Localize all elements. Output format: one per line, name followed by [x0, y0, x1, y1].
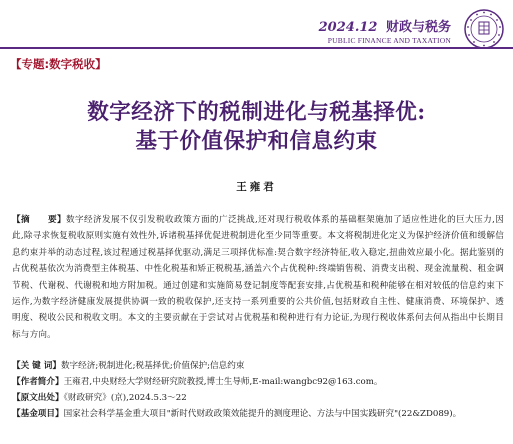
abstract: [12, 212, 504, 343]
source: [12, 390, 504, 406]
journal-header: [0, 8, 513, 48]
author-bio-text: 王雍君,中央财经大学财经研究院教授,博士生导师,E-mail:wangbc92@163.com。: [63, 377, 383, 387]
journal-seal-logo: [463, 8, 505, 50]
topic-tag: 【专题:数字税收】: [10, 57, 107, 71]
abstract-label: 【摘 要】: [12, 215, 66, 225]
article-title-line1: 数字经济下的税制进化与税基择优:: [87, 100, 426, 125]
journal-name: 财政与税务: [385, 20, 451, 35]
funding-text: 国家社会科学基金重大项目"新时代财政政策效能提升的测度理论、方法与中国实践研究"(22&ZD089)。: [63, 409, 462, 419]
source-label: 【原文出处】: [12, 393, 64, 403]
author-name: 王雍君: [236, 181, 277, 193]
article-title-line2: 基于价值保护和信息约束: [135, 129, 378, 154]
author-bio-label: 【作者简介】: [12, 377, 64, 387]
journal-meta: [319, 16, 451, 45]
journal-name-en: PUBLIC FINANCE AND TAXATION: [327, 36, 451, 45]
journal-issue: 2024.12: [318, 20, 378, 35]
keywords-text: 数字经济;税制进化;税基择优;价值保护;信息约束: [60, 361, 245, 371]
author-bio: [12, 374, 504, 390]
funding-label: 【基金项目】: [12, 409, 64, 419]
keywords: [12, 358, 504, 374]
keywords-label: 【关 键 词】: [12, 361, 61, 371]
source-text: 《财政研究》(京),2024.5.3～22: [63, 393, 187, 403]
abstract-text: 数字经济发展不仅引发税收政策方面的广泛挑战,还对现行税收体系的基础框架施加了适应性进化的巨大压力,因此,除寻求恢复税收原则实施有效性外,诉诸税基择优促进税制进化至少同等重要。本文将税制进化定义为保护经济价值和缓解信息约束并举的动态过程,该过程通过税基择优驱动,满足三项择优标准:契合数字经济特征,收入稳定,扭曲效应最小化。据此鉴别的占优税基依次为消费型主体税基、中性化税基和矫正税税基,涵盖六个占优税种:终端销售税、消费支出税、现金流量税、租金调节税、代谢税、代谢税和地方附加税。通过创建和实施简易登记制度等配套安排,占优税基和税种能够在相对较低的信息约束下运作,为数字经济健康发展提供协调一致的税收保护,还支持一系列重要的公共价值,包括财政自主性、健康消费、环境保护、透明度、税收公民和税收文明。本文的主要贡献在于尝试对占优税基和税种进行有力论证,为现行税收体系何去何从指出中长期目标与方向。: [12, 215, 505, 340]
header-rule: [0, 47, 513, 49]
funding: [12, 406, 504, 422]
